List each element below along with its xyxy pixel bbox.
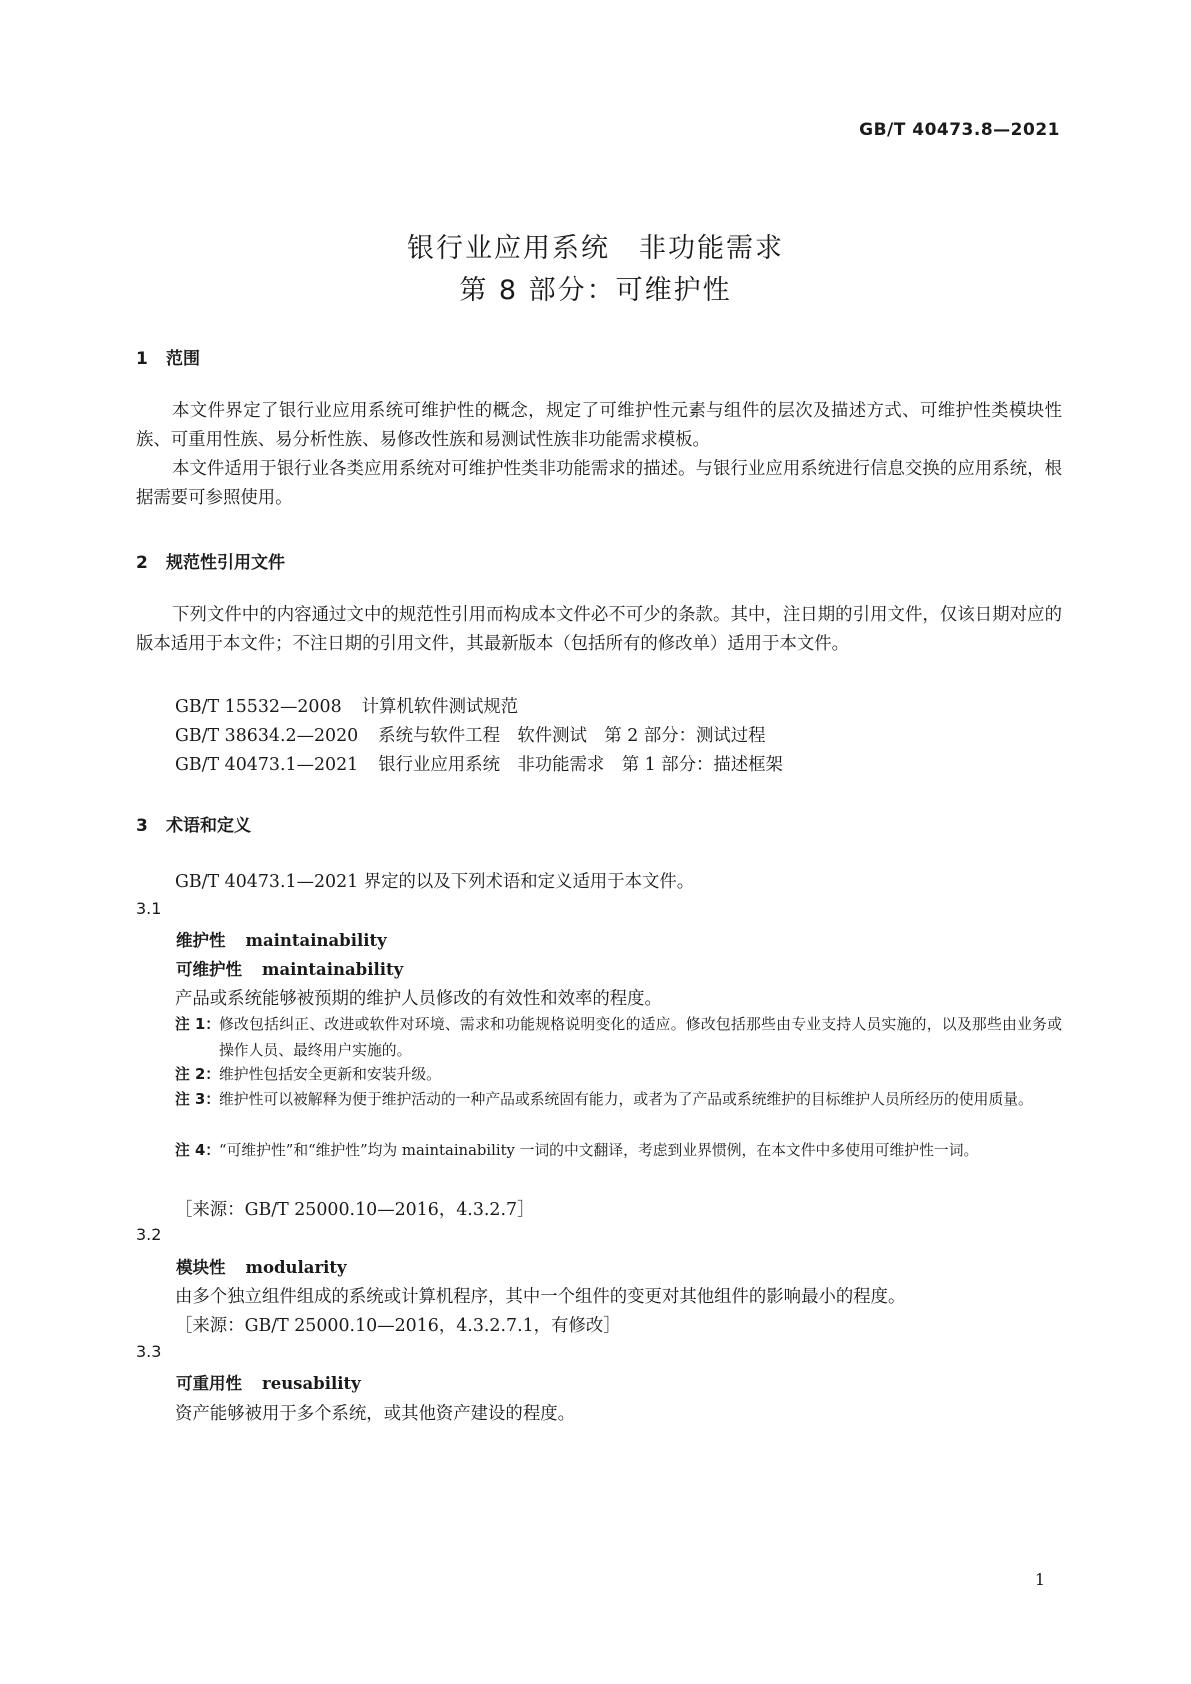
term-en: maintainability: [262, 960, 404, 979]
document-title-line2: 第 8 部分：可维护性: [459, 275, 732, 306]
term-number: 3.1: [136, 899, 162, 918]
term-definition: 产品或系统能够被预期的维护人员修改的有效性和效率的程度。: [175, 989, 662, 1009]
term-admitted: [176, 956, 403, 980]
note-text: 维护性包括安全更新和安装升级。: [219, 1066, 441, 1083]
section-title: 范围: [166, 349, 200, 369]
section-title: 术语和定义: [166, 816, 251, 836]
term-zh: 可维护性: [176, 960, 242, 979]
section-1-paragraph-1: 本文件界定了银行业应用系统可维护性的概念，规定了可维护性元素与组件的层次及描述方式、可维护性类模块性族、可重用性族、易分析性族、易修改性族和易测试性族非功能需求模板。: [136, 401, 1062, 450]
term-number: 3.2: [136, 1225, 162, 1244]
term-preferred: [176, 1370, 361, 1394]
standard-number: GB/T 40473.8—2021: [859, 120, 1060, 140]
note-label: 注 3：: [175, 1091, 221, 1108]
section-number: 3: [136, 816, 148, 836]
section-2-heading: [136, 548, 285, 573]
section-1-paragraph-2: 本文件适用于银行业各类应用系统对可维护性类非功能需求的描述。与银行业应用系统进行信息交换的应用系统，根据需要可参照使用。: [136, 459, 1062, 508]
term-number: 3.3: [136, 1342, 162, 1361]
note-text: “可维护性”和“维护性”均为 maintainability 一词的中文翻译，考虑到业界惯例，在本文件中多使用可维护性一词。: [219, 1142, 979, 1159]
term-en: reusability: [262, 1374, 361, 1393]
term-en: modularity: [245, 1258, 347, 1277]
section-2-paragraph: 下列文件中的内容通过文中的规范性引用而构成本文件必不可少的条款。其中，注日期的引用文件，仅该日期对应的版本适用于本文件；不注日期的引用文件，其最新版本（包括所有的修改单）适用于本文件。: [136, 605, 1062, 654]
term-source: ［来源：GB/T 25000.10—2016，4.3.2.7］: [175, 1200, 535, 1220]
note-label: 注 1：: [175, 1016, 221, 1033]
document-title-line1: 银行业应用系统 非功能需求: [407, 233, 784, 264]
note-label: 注 2：: [175, 1066, 221, 1083]
note-text: 维护性可以被解释为便于维护活动的一种产品或系统固有能力，或者为了产品或系统维护的目标维护人员所经历的使用质量。: [219, 1091, 1033, 1108]
section-number: 2: [136, 553, 148, 573]
term-en: maintainability: [245, 931, 387, 950]
reference-title: 系统与软件工程 软件测试 第 2 部分：测试过程: [378, 726, 766, 746]
normative-reference: [175, 692, 518, 717]
term-definition: 由多个独立组件组成的系统或计算机程序，其中一个组件的变更对其他组件的影响最小的程度。: [175, 1287, 906, 1307]
page-number: 1: [1034, 1570, 1045, 1589]
term-zh: 可重用性: [176, 1374, 242, 1393]
term-zh: 维护性: [176, 931, 226, 950]
section-number: 1: [136, 349, 148, 369]
reference-code: GB/T 38634.2—2020: [175, 726, 359, 746]
section-title: 规范性引用文件: [166, 553, 285, 573]
term-source: ［来源：GB/T 25000.10—2016，4.3.2.7.1，有修改］: [175, 1316, 621, 1336]
term-definition: 资产能够被用于多个系统，或其他资产建设的程度。: [175, 1404, 575, 1424]
note-label: 注 4：: [175, 1142, 221, 1159]
section-3-heading: [136, 811, 251, 836]
section-3-intro: GB/T 40473.1—2021 界定的以及下列术语和定义适用于本文件。: [175, 872, 695, 892]
term-preferred: [176, 927, 387, 951]
reference-title: 计算机软件测试规范: [361, 697, 519, 717]
reference-code: GB/T 40473.1—2021: [175, 755, 359, 775]
normative-reference: [175, 750, 783, 775]
reference-title: 银行业应用系统 非功能需求 第 1 部分：描述框架: [378, 755, 783, 775]
reference-code: GB/T 15532—2008: [175, 697, 342, 717]
term-note: [175, 1012, 1062, 1064]
term-zh: 模块性: [176, 1258, 226, 1277]
term-note: [175, 1138, 1062, 1164]
normative-reference: [175, 721, 766, 746]
term-note: [175, 1087, 1062, 1113]
note-text: 修改包括纠正、改进或软件对环境、需求和功能规格说明变化的适应。修改包括那些由专业支持人员实施的，以及那些由业务或操作人员、最终用户实施的。: [219, 1016, 1062, 1059]
section-1-heading: [136, 344, 200, 369]
term-preferred: [176, 1254, 347, 1278]
term-note: [175, 1062, 1062, 1088]
